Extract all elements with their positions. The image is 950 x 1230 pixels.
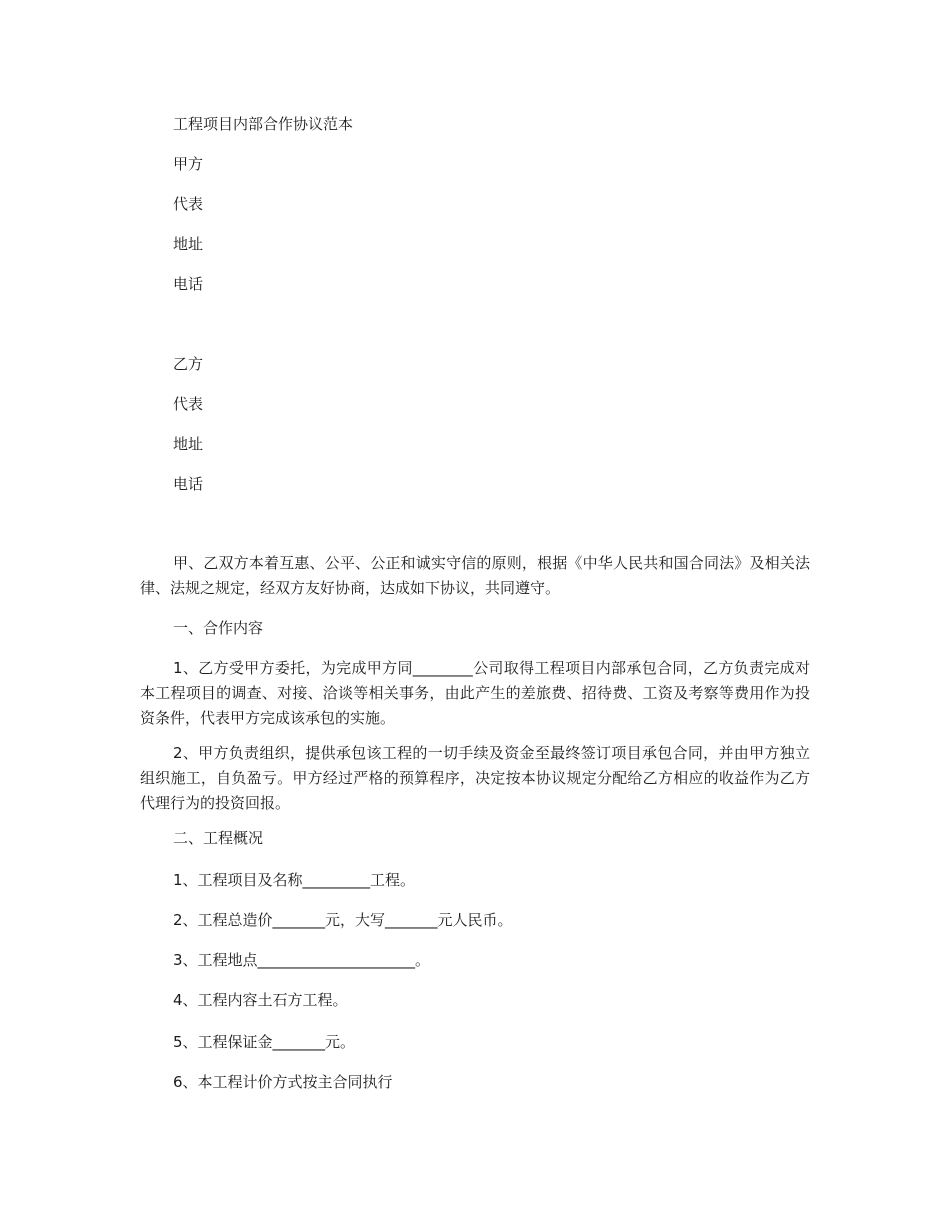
- section1-heading: 一、合作内容: [173, 619, 264, 637]
- party-b-phone: 电话: [173, 475, 204, 493]
- party-b-label: 乙方: [173, 355, 204, 373]
- section2-item-1: 1、工程项目及名称_________工程。: [173, 871, 416, 889]
- preamble-paragraph: 甲、乙双方本着互惠、公平、公正和诚实守信的原则，根据《中华人民共和国合同法》及相关法律、法规之规定，经双方友好协商，达成如下协议，共同遵守。: [140, 554, 810, 597]
- party-a-address: 地址: [173, 235, 204, 253]
- document-title: 工程项目内部合作协议范本: [173, 115, 354, 133]
- section2-item-2: 2、工程总造价_______元，大写_______元人民币。: [173, 911, 513, 929]
- section2-item-6: 6、本工程计价方式按主合同执行: [173, 1073, 393, 1091]
- section2-item-3: 3、工程地点_____________________。: [173, 951, 431, 969]
- section2-item-4: 4、工程内容土石方工程。: [173, 991, 348, 1009]
- section1-clause1: 1、乙方受甲方委托，为完成甲方同________公司取得工程项目内部承包合同，乙方负责完成对本工程项目的调查、对接、洽谈等相关事务，由此产生的差旅费、招待费、工资及考察等费用作为投资条件，代表甲方完成该承包的实施。: [140, 659, 810, 727]
- party-a-phone: 电话: [173, 275, 204, 293]
- section1-clause2: 2、甲方负责组织，提供承包该工程的一切手续及资金至最终签订项目承包合同，并由甲方独立组织施工，自负盈亏。甲方经过严格的预算程序，决定按本协议规定分配给乙方相应的收益作为乙方代理行为的投资回报。: [140, 744, 810, 812]
- party-b-address: 地址: [173, 435, 204, 453]
- party-a-label: 甲方: [173, 155, 204, 173]
- section2-item-5: 5、工程保证金_______元。: [173, 1033, 356, 1051]
- party-b-representative: 代表: [173, 395, 204, 413]
- section2-heading: 二、工程概况: [173, 829, 264, 847]
- party-a-representative: 代表: [173, 195, 204, 213]
